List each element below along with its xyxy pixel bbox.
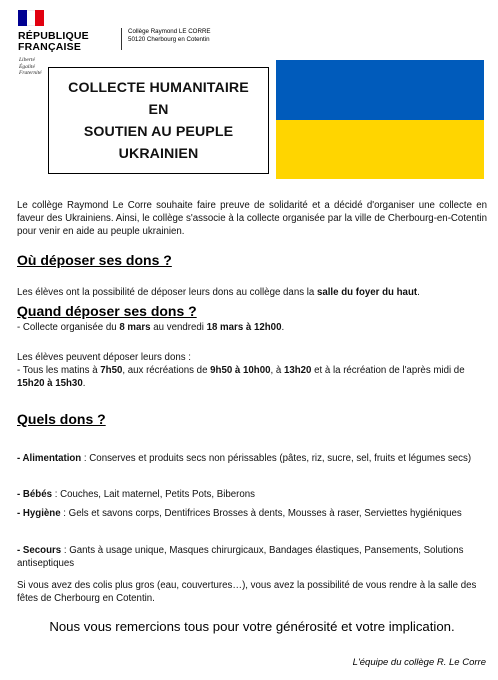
title-line-1: COLLECTE HUMANITAIRE [68,79,249,96]
logo-line-2: FRANÇAISE [18,41,82,53]
tricolor-flag-icon [18,10,44,26]
title-box [48,67,269,174]
donation-item-secours: - Secours : Gants à usage unique, Masques chirurgicaux, Bandages élastiques, Pansements, Solutions antiseptiques [17,545,464,569]
donation-item-bebes: - Bébés : Couches, Lait maternel, Petits Pots, Biberons [17,489,255,500]
school-info [128,28,228,44]
thanks-message: Nous vous remercions tous pour votre générosité et votre implication. [49,619,455,634]
donation-item-hygiene: - Hygiène : Gels et savons corps, Dentifrices Brosses à dents, Mousses à raser, Serviettes hygiéniques [17,508,462,519]
school-address: 50120 Cherbourg en Cotentin [128,36,210,43]
when-intro: Les élèves peuvent déposer leurs dons : [17,352,191,363]
flag-blue-band [276,60,484,120]
where-heading: Où déposer ses dons ? [17,252,172,268]
when-heading: Quand déposer ses dons ? [17,303,197,319]
signature: L'équipe du collège R. Le Corre [352,657,486,668]
ukraine-flag [276,60,484,179]
motto-egalite: Égalité [19,63,35,70]
donation-item-alimentation: - Alimentation : Conserves et produits secs non périssables (pâtes, riz, sucre, sel, fruits et légumes secs) [17,453,472,464]
where-text: Les élèves ont la possibilité de déposer leurs dons au collège dans la salle du foyer du haut. [17,287,420,298]
title-line-3: SOUTIEN AU PEUPLE [83,123,234,140]
school-name: Collège Raymond LE CORRE [128,28,211,35]
motto-fraternite: Fraternité [19,70,42,76]
flag-yellow-band [276,120,484,180]
when-dates: - Collecte organisée du 8 mars au vendredi 18 mars à 12h00. [17,322,285,333]
intro-paragraph: Le collège Raymond Le Corre souhaite faire preuve de solidarité et a décidé d'organiser une collecte en faveur des Ukrainiens. Ainsi, le collège s'associe à la collecte organisée par la ville de Cherbourg-en-Cotentin pour venir en aide au peuple ukrainien. [17,200,487,237]
where-place: salle du foyer du haut [316,287,418,298]
logo-line-1: RÉPUBLIQUE [18,30,89,42]
title-line-2: EN [148,101,169,118]
title-line-4: UKRAINIEN [118,145,199,162]
big-items-paragraph: Si vous avez des colis plus gros (eau, couvertures…), vous avez la possibilité de vous rendre à la salle des fêtes de Cherbourg en Cotentin. [17,580,477,604]
what-heading: Quels dons ? [17,411,106,427]
logo-separator [121,28,122,50]
when-times: - Tous les matins à 7h50, aux récréations de 9h50 à 10h00, à 13h20 et à la récréation de l'après midi de 15h20 à 15h30. [17,365,465,389]
motto-liberte: Liberté [19,57,35,63]
